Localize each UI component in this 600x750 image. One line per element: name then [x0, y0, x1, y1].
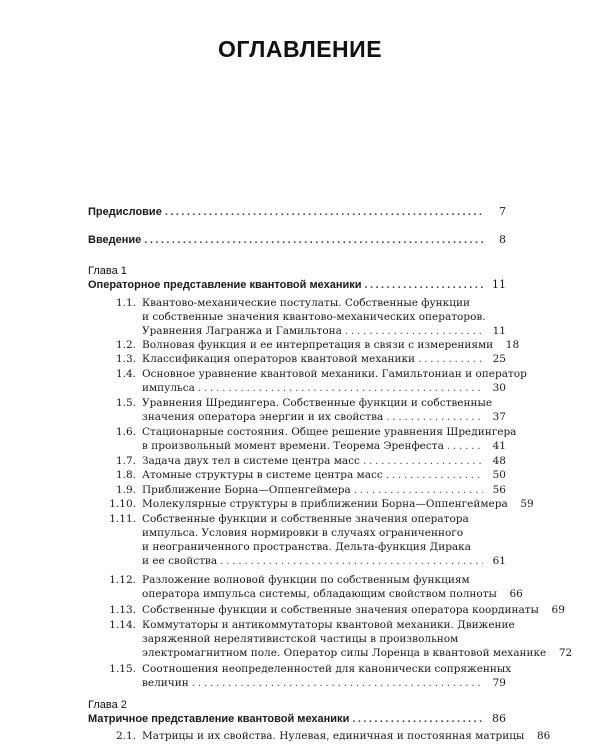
section-number: 1.11.	[109, 513, 136, 525]
section-number: 1.15.	[109, 663, 136, 675]
section-title-line: Собственные функции и собственные значения оператора координаты	[142, 604, 539, 616]
toc-page-number: 7	[499, 205, 506, 218]
leader-dots	[363, 454, 483, 468]
section-title-line: Разложение волновой функции по собственным функциям	[142, 574, 470, 586]
section-title-line: Стационарные состояния. Общее решение уравнения Шредингера	[142, 426, 517, 438]
section-number: 1.2.	[115, 339, 136, 351]
toc-page-number: 72	[558, 647, 573, 659]
toc-page-number: 79	[492, 677, 506, 689]
leader-dots	[144, 233, 483, 247]
section-title-line: Волновая функция и ее интерпретация в связи с измерениями	[142, 339, 494, 351]
section-title-line: Соотношения неопределенностей для канонически сопряженных	[142, 663, 512, 675]
section-number: 1.10.	[109, 498, 136, 510]
section-title-line: и неограниченного пространства. Дельта-функция Дирака	[142, 541, 471, 553]
leader-dots	[198, 381, 483, 395]
toc-page-number: 86	[492, 712, 506, 725]
leader-dots	[192, 676, 483, 690]
toc-page-number: 25	[492, 353, 506, 365]
toc-page-number: 8	[499, 233, 506, 246]
leader-dots	[386, 410, 483, 424]
leader-dots	[365, 278, 484, 292]
chapter-title: Операторное представление квантовой механики	[88, 279, 362, 291]
section-number: 1.14.	[109, 619, 136, 631]
toc-page-number: 37	[492, 411, 506, 423]
toc-page-number: 61	[492, 555, 506, 567]
section-number: 1.6.	[115, 426, 136, 438]
toc-page-number: 41	[492, 440, 506, 452]
toc-entry-introduction[interactable]	[88, 233, 506, 247]
section-number: 1.8.	[115, 469, 136, 481]
leader-dots	[352, 712, 483, 726]
leader-dots	[354, 483, 483, 497]
leader-dots	[220, 554, 483, 568]
toc-page-number: 50	[492, 469, 506, 481]
section-title-line: Приближение Борна—Оппенгеймера	[142, 484, 351, 496]
section-title-line: Матрицы и их свойства. Нулевая, единичная и постоянная матрицы	[142, 730, 525, 742]
section-number: 1.5.	[115, 397, 136, 409]
section-title-line: Классификация операторов квантовой механики	[142, 353, 416, 365]
section-number: 1.3.	[115, 353, 136, 365]
section-title-line: и собственные значения квантово-механических операторов.	[142, 311, 486, 323]
section-title-line: значения оператора энергии и их свойства	[142, 411, 384, 423]
leader-dots	[165, 205, 483, 219]
leader-dots	[447, 439, 483, 453]
section-title-line: Уравнения Лагранжа и Гамильтона	[142, 325, 342, 337]
section-title-line: Молекулярные структуры в приближении Борна—Оппенгеймера	[142, 498, 508, 510]
section-number: 1.1.	[115, 297, 136, 309]
toc-page-number: 11	[492, 325, 506, 337]
section-title-line: Собственные функции и собственные значения оператора	[142, 513, 469, 525]
section-number: 1.7.	[115, 455, 136, 467]
section-title-line: электромагнитном поле. Оператор силы Лоренца в квантовой механике	[142, 647, 547, 659]
toc-page-number: 69	[551, 604, 565, 616]
section-title-line: заряженной нерелятивистской частицы в произвольном	[142, 633, 459, 645]
section-title-line: и ее свойства	[142, 555, 218, 567]
section-title-line: в произвольный момент времени. Теорема Эренфеста	[142, 440, 444, 452]
section-title-line: оператора импульса системы, обладающим свойством полноты	[142, 588, 497, 600]
section-number: 2.1.	[115, 730, 136, 742]
page-title: ОГЛАВЛЕНИЕ	[217, 36, 383, 62]
chapter-label: Глава 1	[88, 265, 127, 277]
toc-page-number: 56	[492, 484, 506, 496]
toc-page-number: 11	[492, 278, 506, 291]
section-title-line: Квантово-механические постулаты. Собственные функции	[142, 297, 470, 309]
section-title-line: импульса. Условия нормировки в случаях ограниченного	[142, 527, 464, 539]
section-title-line: Задача двух тел в системе центра масс	[142, 455, 360, 467]
toc-entry-title: Предисловие	[88, 206, 162, 218]
toc-page-number: 48	[492, 455, 506, 467]
toc-entry-title: Введение	[88, 234, 142, 246]
section-number: 1.12.	[109, 574, 136, 586]
leader-dots	[386, 468, 483, 482]
section-title-line: Основное уравнение квантовой механики. Гамильтониан и оператор	[142, 368, 527, 380]
toc-page-number: 86	[536, 730, 551, 742]
toc-page-number: 59	[520, 498, 534, 510]
section-number: 1.9.	[115, 484, 136, 496]
section-title-line: Атомные структуры в системе центра масс	[142, 469, 383, 481]
leader-dots	[418, 352, 483, 366]
toc-entry-preface[interactable]	[88, 205, 506, 219]
section-number: 1.4.	[115, 368, 136, 380]
toc-page-number: 30	[492, 382, 506, 394]
leader-dots	[345, 324, 483, 338]
chapter-label: Глава 2	[88, 699, 127, 711]
section-number: 1.13.	[109, 604, 136, 616]
chapter-title-1[interactable]	[88, 278, 506, 292]
section-title-line: Коммутаторы и антикоммутаторы квантовой механики. Движение	[142, 619, 515, 631]
chapter-title-2[interactable]	[88, 712, 506, 726]
chapter-title: Матричное представление квантовой механики	[88, 713, 350, 725]
section-title-line: импульса	[142, 382, 195, 394]
toc-page-number: 66	[509, 588, 523, 600]
section-title-line: Уравнения Шредингера. Собственные функции и собственные	[142, 397, 493, 409]
section-title-line: величин	[142, 677, 189, 689]
toc-page-number: 18	[505, 339, 520, 351]
